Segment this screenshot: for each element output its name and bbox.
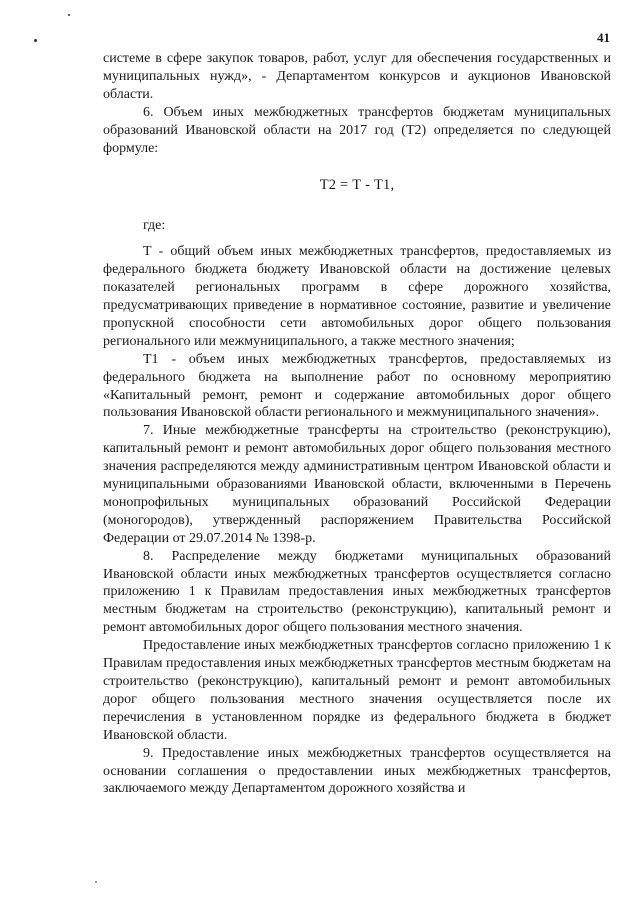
formula-where: где: <box>143 218 166 234</box>
paragraph-8-provision: Предоставление иных межбюджетных трансфертов согласно приложению 1 к Правилам предоставления иных межбюджетных трансфертов местным бюджетам на строительство (реконструкцию), капитальный ремонт и ремонт автомобильных дорог общего пользования местного значения осуществляется после их перечисления в установленном порядке из федерального бюджета в бюджет Ивановской области. <box>103 638 611 743</box>
paragraph-7: 7. Иные межбюджетные трансферты на строительство (реконструкцию), капитальный ремонт и ремонт автомобильных дорог общего пользования местного значения распределяются между административным центром Ивановской области и муниципальными образованиями Ивановской области, включенными в Перечень монопрофильных муниципальных образований Российской Федерации (моногородов), утвержденный распоряжением Правительства Российской Федерации от 29.07.2014 № 1398-р. <box>103 423 611 546</box>
scan-speck <box>95 881 97 883</box>
definition-t: Т - общий объем иных межбюджетных трансфертов, предоставляемых из федерального бюджета бюджету Ивановской области на достижение целевых показателей региональных программ в сфере дорожного хозяйства, предусматривающих приведение в нормативное состояние, развитие и увеличение пропускной способности сети автомобильных дорог общего пользования регионального или межмуниципального, а также местного значения; <box>103 244 611 349</box>
paragraph-continuation: системе в сфере закупок товаров, работ, услуг для обеспечения государственных и муниципальных нужд», - Департаментом конкурсов и аукционов Ивановской области. <box>103 51 611 102</box>
paragraph-9: 9. Предоставление иных межбюджетных трансфертов осуществляется на основании соглашения о предоставлении иных межбюджетных трансфертов, заключаемого между Департаментом дорожного хозяйства и <box>103 745 611 797</box>
document-body <box>103 50 611 798</box>
paragraph-8: 8. Распределение между бюджетами муниципальных образований Ивановской области иных межбюджетных трансфертов осуществляется согласно приложению 1 к Правилам предоставления иных межбюджетных трансфертов местным бюджетам на строительство (реконструкцию), капитальный ремонт и ремонт автомобильных дорог общего пользования местного значения. <box>103 548 611 636</box>
scan-speck <box>34 39 37 42</box>
page-number: 41 <box>597 30 610 45</box>
definition-t1: Т1 - объем иных межбюджетных трансфертов, предоставляемых из федерального бюджета на выполнение работ по основному мероприятию «Капитальный ремонт, ремонт и содержание автомобильных дорог общего пользования Ивановской области регионального и межмуниципального значения». <box>103 351 611 421</box>
formula: Т2 = Т - Т1, <box>319 177 395 194</box>
scan-speck <box>68 14 70 16</box>
paragraph-6: 6. Объем иных межбюджетных трансфертов бюджетам муниципальных образований Ивановской области на 2017 год (Т2) определяется по следующей формуле: <box>103 104 611 156</box>
